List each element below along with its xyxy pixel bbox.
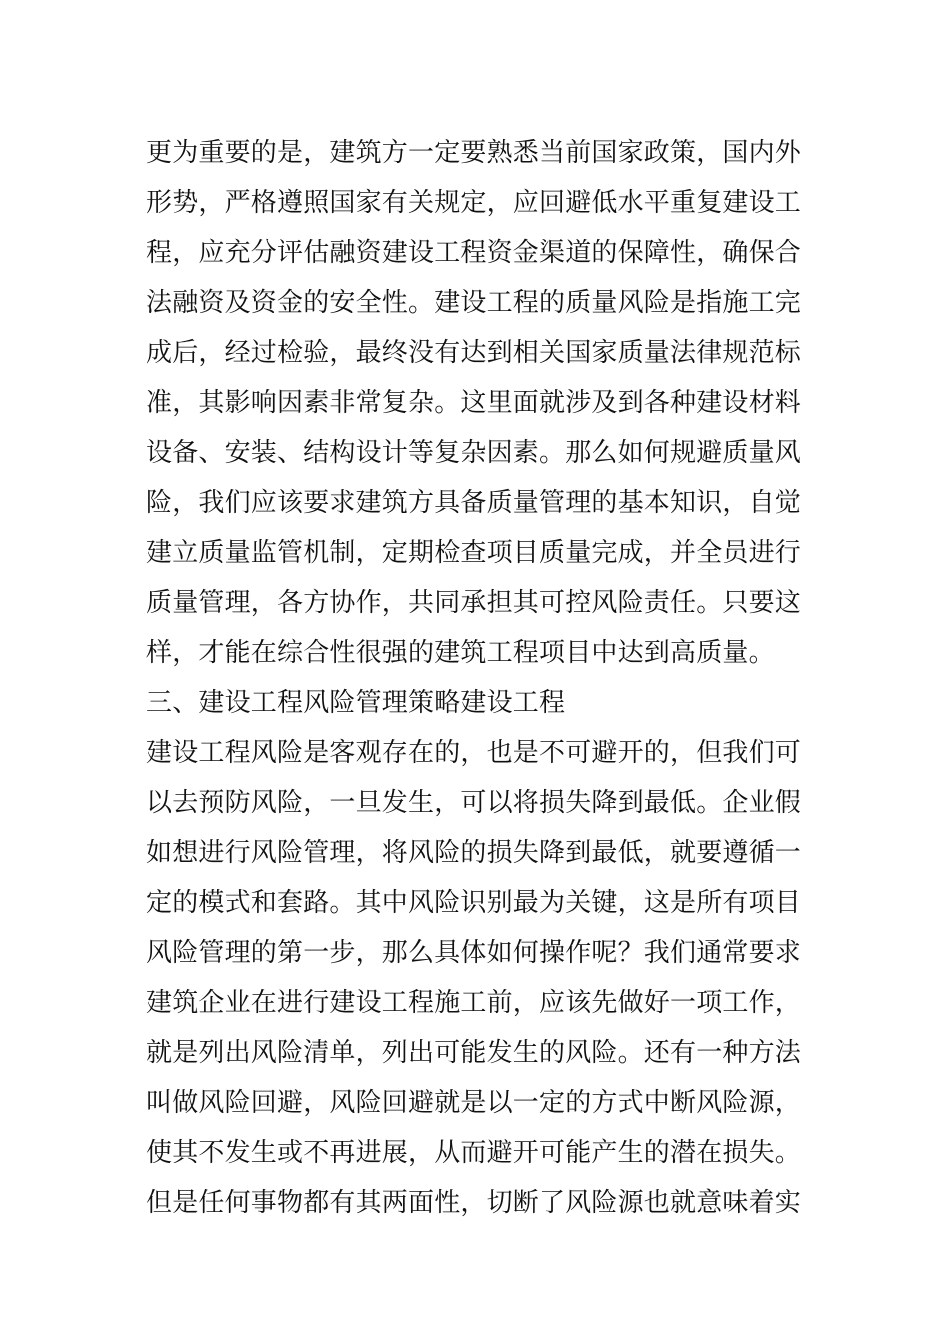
text-line: 准，其影响因素非常复杂。这里面就涉及到各种建设材料 [146,388,802,418]
text-line: 使其不发生或不再进展，从而避开可能产生的潜在损失。 [146,1138,802,1168]
text-line: 样，才能在综合性很强的建筑工程项目中达到高质量。 [146,638,775,668]
text-line: 成后，经过检验，最终没有达到相关国家质量法律规范标 [146,338,802,368]
text-line: 质量管理，各方协作，共同承担其可控风险责任。只要这 [146,588,802,618]
text-line: 程，应充分评估融资建设工程资金渠道的保障性，确保合 [146,238,802,268]
text-line: 设备、安装、结构设计等复杂因素。那么如何规避质量风 [146,438,802,468]
text-line: 法融资及资金的安全性。建设工程的质量风险是指施工完 [146,288,802,318]
section-heading: 三、建设工程风险管理策略建设工程 [146,688,566,718]
text-line: 险，我们应该要求建筑方具备质量管理的基本知识，自觉 [146,488,802,518]
text-line: 就是列出风险清单，列出可能发生的风险。还有一种方法 [146,1038,802,1068]
text-line: 风险管理的第一步，那么具体如何操作呢？我们通常要求 [146,938,802,968]
body-text [146,128,826,1228]
text-line: 建立质量监管机制，定期检查项目质量完成，并全员进行 [146,538,802,568]
text-line: 建筑企业在进行建设工程施工前，应该先做好一项工作， [146,988,802,1018]
text-line: 形势，严格遵照国家有关规定，应回避低水平重复建设工 [146,188,802,218]
text-line: 建设工程风险是客观存在的，也是不可避开的，但我们可 [146,738,802,768]
text-line: 更为重要的是，建筑方一定要熟悉当前国家政策，国内外 [146,138,802,168]
text-line: 定的模式和套路。其中风险识别最为关键，这是所有项目 [146,888,802,918]
text-line: 以去预防风险，一旦发生，可以将损失降到最低。企业假 [146,788,802,818]
text-line: 如想进行风险管理，将风险的损失降到最低，就要遵循一 [146,838,802,868]
text-line: 叫做风险回避，风险回避就是以一定的方式中断风险源， [146,1088,802,1118]
text-line: 但是任何事物都有其两面性，切断了风险源也就意味着实 [146,1188,802,1218]
